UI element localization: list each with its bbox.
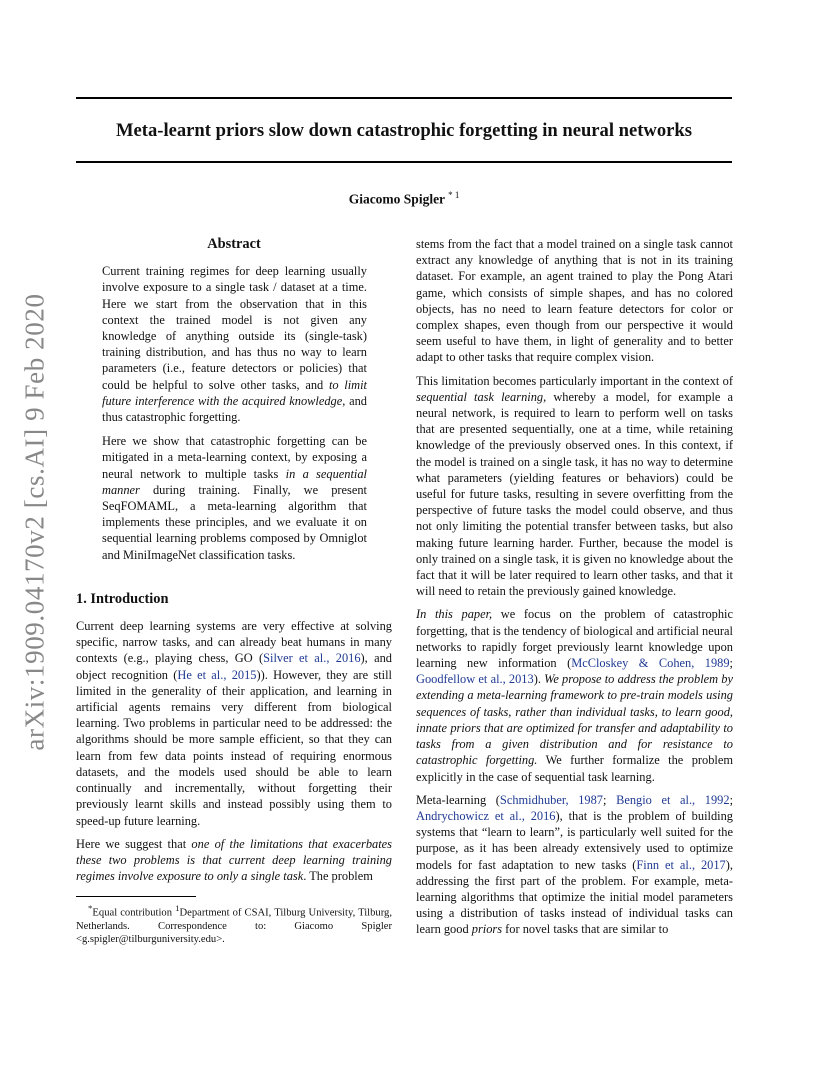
right-paragraph-1: stems from the fact that a model trained on a single task cannot extract any knowledge of anything that is not in its training dataset. For example, an agent trained to play the Pong Atari game, which consists of simple shapes, and has no colored objects, has no need to learn feature detectors for color or complex shapes, even though from our perspective it would seem useful to have them, in light of generality and to better adapt to other tasks that require complex vision. (416, 237, 733, 365)
abstract-body (102, 263, 367, 563)
right-paragraph-4: Meta-learning (Schmidhuber, 1987; Bengio et al., 1992; Andrychowicz et al., 2016), that is the problem of building systems that “learn to learn”, is particularly well suited for the purpose, as it has been already extensively used to optimize models for fast adaptation to new tasks (Finn et al., 2017), addressing the first part of the problem. For example, meta-learning algorithms that optimize the initial model parameters using a distribution of tasks instead of individual tasks can learn good priors for novel tasks that are similar to (416, 792, 734, 937)
arxiv-identifier: arXiv:1909.04170v2 [cs.AI] 9 Feb 2020 (19, 293, 50, 751)
right-paragraph-2: This limitation becomes particularly important in the context of sequential task learning, whereby a model, for example a neural network, is required to learn to perform well on tasks that are presented sequentially, one at a time, while retaining knowledge of the previously observed ones. In this context, if the model is trained on a single task, it has no way to determine what parameters (yielding features or behaviors) could be useful for future tasks, resulting in severe overfitting from the perspective of future tasks the model could observe, and thus not only limiting the potential transfer between tasks, but also making future learning harder. Further, because the model is only trained on a single task, it is given no knowledge about the fact that it will be later required to learn other tasks, and that it will need to retain the previously gained knowledge. (416, 373, 734, 599)
author-affiliation-marks: * 1 (448, 190, 460, 200)
left-column (76, 236, 392, 891)
top-rule (76, 97, 732, 99)
paper-title: Meta-learnt priors slow down catastrophic forgetting in neural networks (115, 120, 692, 141)
section-heading-introduction: 1. Introduction (76, 590, 169, 607)
citation-link[interactable]: Andrychowicz et al., 2016 (416, 808, 556, 823)
citation-link[interactable]: McCloskey & Cohen, 1989 (571, 656, 730, 671)
citation-link[interactable]: Bengio et al., 1992 (616, 792, 730, 807)
introduction-body (76, 618, 392, 884)
abstract-heading: Abstract (207, 236, 261, 252)
citation-link[interactable]: Goodfellow et al., 2013 (416, 672, 534, 687)
right-column (416, 236, 733, 945)
citation-link[interactable]: Silver et al., 2016 (263, 651, 361, 666)
citation-link[interactable]: Schmidhuber, 1987 (499, 792, 603, 807)
citation-link[interactable]: He et al., 2015 (177, 667, 257, 682)
intro-paragraph-2: Here we suggest that one of the limitations that exacerbates these two problems is that current deep learning training regimes involve exposure to only a single task. The problem (76, 836, 392, 884)
intro-paragraph-1: Current deep learning systems are very effective at solving specific, narrow tasks, and can already beat humans in many contexts (e.g., playing chess, GO (Silver et al., 2016), and object recognition (He et al., 2015)). However, they are still limited in the generality of their application, and learning in artificial agents remains very different from biological learning. Two problems in particular need to be addressed: the algorithms should be more sample efficient, so that they can learn from few data points instead of requiring enormous datasets, and the models used should be able to learn continually and incrementally, without forgetting their previously learnt skills and instead possibly using them to speed-up future learning. (76, 619, 392, 828)
abstract-paragraph-2: Here we show that catastrophic forgetting can be mitigated in a meta-learning context, by exposing a neural network to multiple tasks in a sequential manner during training. Finally, we present SeqFOMAML, a meta-learning algorithm that implements these principles, and we evaluate it on sequential learning problems composed by Omniglot and MiniImageNet classification tasks. (102, 434, 367, 562)
title-bottom-rule (76, 161, 732, 163)
abstract-paragraph-1: Current training regimes for deep learning usually involve exposure to a single task / dataset at a time. Here we start from the observation that in this context the trained model is not given any knowledge of anything outside its (single-task) training distribution, and has thus no way to learn parameters (i.e., feature detectors or policies) that could be helpful to solve other tasks, and to limit future interference with the acquired knowledge, and thus catastrophic forgetting. (102, 264, 367, 425)
author-name: Giacomo Spigler (348, 191, 446, 207)
footnote: *Equal contribution $^1$Department of CSAI, Tilburg University, Tilburg, Netherlands. Correspondence to: Giacomo Spigler <g.spigler@tilburguniversity.edu>. (76, 903, 392, 946)
citation-link[interactable]: Finn et al., 2017 (636, 857, 726, 872)
author-line (76, 190, 732, 208)
footnote-rule (76, 896, 196, 897)
right-paragraph-3: In this paper, we focus on the problem of catastrophic forgetting, that is the tendency of biological and artificial neural networks to rapidly forget previously learnt knowledge upon learning new information (McCloskey & Cohen, 1989; Goodfellow et al., 2013). We propose to address the problem by extending a meta-learning framework to pre-train models using sequences of tasks, rather than individual tasks, to learn good, innate priors that are optimized for transfer and adaptability to tasks from a given distribution and for resistance to catastrophic forgetting. We further formalize the problem explicitly in the case of sequential task learning. (416, 607, 734, 784)
